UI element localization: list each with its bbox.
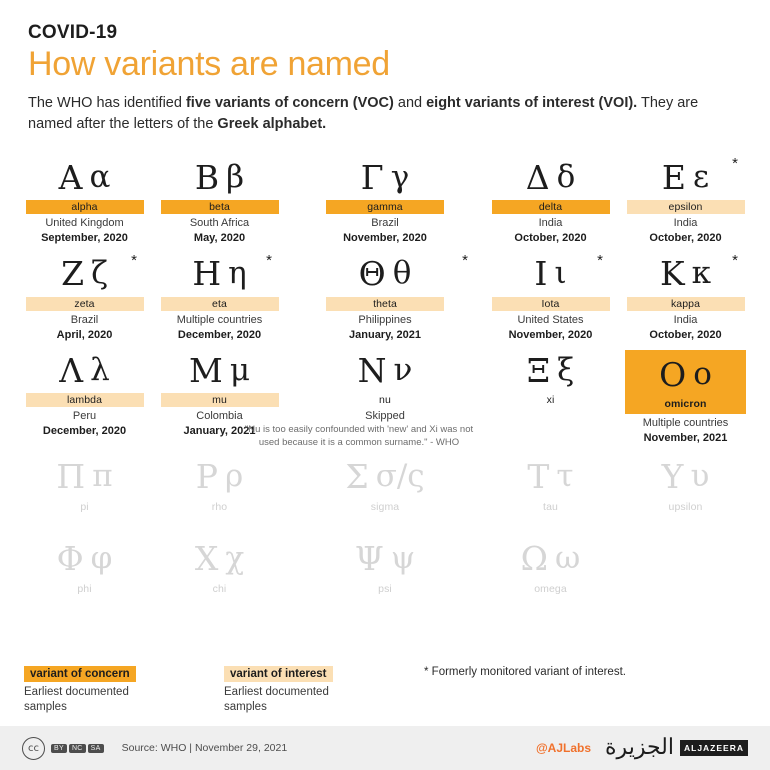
letter-inner (294, 350, 476, 407)
standfirst-part-3: They are named after the letters of the (28, 95, 699, 133)
letter-cell-lambda (24, 348, 145, 449)
letter-inner (24, 457, 145, 514)
origin-place: Brazil (70, 313, 99, 326)
letter-name-label: tau (543, 501, 558, 514)
greek-glyphs (294, 350, 476, 390)
uppercase-glyph: Ρ (195, 457, 218, 497)
letter-cell-rho (159, 455, 280, 531)
origin-place: United Kingdom (45, 217, 124, 230)
letter-name-label: omega (534, 583, 567, 596)
letter-name-label: eta (161, 297, 279, 311)
earliest-sample-date: September, 2020 (41, 232, 128, 245)
origin-place: India (673, 217, 698, 230)
origin-place: Multiple countries (176, 313, 263, 326)
origin-place: Philippines (358, 313, 412, 326)
uppercase-glyph: Υ (661, 457, 684, 497)
letter-name-label: psi (378, 583, 392, 596)
letter-name-label: phi (77, 583, 92, 596)
legend (24, 664, 746, 715)
footnote-star-icon: * (732, 251, 738, 269)
greek-glyphs (159, 350, 280, 390)
letter-inner (625, 457, 746, 514)
letter-inner (625, 157, 746, 214)
uppercase-glyph: Ο (659, 354, 687, 394)
lowercase-glyph: ε (693, 158, 710, 195)
lowercase-glyph: ι (554, 255, 567, 292)
letter-inner (294, 539, 476, 596)
greek-glyphs (294, 251, 476, 294)
uppercase-glyph: Δ (525, 157, 550, 197)
letter-cell-kappa (625, 252, 746, 343)
letter-name-label: nu (379, 394, 391, 407)
lowercase-glyph: π (92, 458, 113, 495)
letter-cell-Iota (490, 252, 611, 343)
greek-glyphs (625, 157, 746, 197)
letter-name-label: gamma (326, 200, 444, 214)
uppercase-glyph: Ε (661, 157, 687, 197)
earliest-sample-date: December, 2020 (177, 328, 262, 341)
origin-place: India (673, 313, 698, 326)
greek-glyphs (490, 457, 611, 497)
letter-cell-upsilon (625, 455, 746, 531)
kicker: COVID-19 (28, 22, 118, 43)
letter-name-label: alpha (26, 200, 144, 214)
letter-inner (490, 539, 611, 596)
uppercase-glyph: Ξ (526, 350, 551, 390)
lowercase-glyph: ν (393, 351, 413, 388)
letter-inner (159, 157, 280, 214)
uppercase-glyph: Θ (358, 254, 386, 294)
aljazeera-wordmark: ALJAZEERA (680, 740, 748, 756)
uppercase-glyph: Ψ (354, 539, 384, 579)
cc-tags (51, 744, 104, 753)
letter-name-label: chi (212, 583, 227, 596)
greek-alphabet-grid (24, 155, 746, 627)
letter-name-label: sigma (370, 501, 400, 514)
greek-glyphs (294, 457, 476, 497)
letter-inner (625, 251, 746, 311)
footer (0, 726, 770, 770)
earliest-sample-date: November, 2020 (508, 328, 593, 341)
earliest-sample-date: November, 2021 (643, 432, 728, 445)
aljazeera-mark-icon: الجزيرة (605, 735, 674, 760)
footnote-star-icon: * (131, 251, 137, 269)
lowercase-glyph: υ (690, 458, 710, 495)
origin-place: India (538, 217, 563, 230)
lowercase-glyph: α (89, 158, 111, 195)
uppercase-glyph: Φ (56, 539, 84, 579)
page-title: How variants are named (28, 45, 390, 83)
letter-cell-pi (24, 455, 145, 531)
footnote-star-icon: * (732, 155, 738, 173)
greek-glyphs (294, 539, 476, 579)
letter-cell-beta (159, 155, 280, 246)
lowercase-glyph: η (228, 255, 247, 292)
letter-inner (294, 457, 476, 514)
greek-glyphs (159, 157, 280, 197)
letter-cell-chi (159, 537, 280, 627)
letter-cell-omicron (625, 348, 746, 449)
uppercase-glyph: Ι (534, 254, 548, 294)
uppercase-glyph: Χ (194, 539, 219, 579)
legend-chip-voi: variant of interest (224, 666, 333, 682)
cc-tag-nc: NC (69, 744, 86, 753)
uppercase-glyph: Α (58, 157, 83, 197)
lowercase-glyph: θ (392, 255, 412, 292)
letter-inner (490, 251, 611, 311)
legend-sub-voi: Earliest documented samples (224, 686, 329, 713)
letter-name-label: zeta (26, 297, 144, 311)
earliest-sample-date: October, 2020 (514, 232, 587, 245)
letter-name-label: omicron (627, 397, 745, 411)
greek-glyphs (625, 251, 746, 294)
legend-sub-voc: Earliest documented samples (24, 686, 129, 713)
letter-cell-delta (490, 155, 611, 246)
lowercase-glyph: ζ (91, 255, 108, 292)
letter-name-label: upsilon (668, 501, 703, 514)
lowercase-glyph: ξ (557, 351, 575, 388)
origin-place: United States (517, 313, 584, 326)
letter-name-label: Iota (492, 297, 610, 311)
letter-name-label: lambda (26, 393, 144, 407)
greek-glyphs (24, 350, 145, 390)
greek-glyphs (490, 350, 611, 390)
uppercase-glyph: Λ (59, 350, 84, 390)
letter-name-label: rho (211, 501, 228, 514)
earliest-sample-date: November, 2020 (343, 232, 427, 245)
greek-glyphs (490, 251, 611, 294)
letter-cell-tau (490, 455, 611, 531)
earliest-sample-date: January, 2021 (183, 425, 256, 438)
letter-cell-zeta (24, 252, 145, 343)
legend-item-voi (224, 664, 424, 715)
letter-name-label: xi (546, 394, 555, 407)
skip-explanation-note: "Nu is too easily confounded with 'new' and Xi was not used because it is a common surname." - WHO (244, 424, 474, 448)
ajlabs-handle: @AJLabs (535, 741, 592, 755)
uppercase-glyph: Ω (520, 539, 549, 579)
lowercase-glyph: δ (556, 158, 576, 195)
letter-inner (159, 350, 280, 407)
letter-name-label: mu (161, 393, 279, 407)
creative-commons-icon (22, 737, 104, 760)
letter-cell-psi (294, 537, 476, 627)
lowercase-glyph: β (226, 158, 245, 195)
uppercase-glyph: Β (194, 157, 220, 197)
letter-inner (24, 251, 145, 311)
earliest-sample-date: October, 2020 (649, 328, 722, 341)
letter-inner (490, 350, 611, 407)
greek-glyphs (625, 457, 746, 497)
letter-inner (294, 251, 476, 311)
greek-glyphs (159, 539, 280, 579)
letter-inner (159, 251, 280, 311)
letter-inner (294, 157, 476, 214)
earliest-sample-date: October, 2020 (649, 232, 722, 245)
letter-inner (625, 350, 746, 414)
lowercase-glyph: ψ (390, 540, 416, 577)
letter-cell-theta (294, 252, 476, 343)
letter-name-label: pi (80, 501, 89, 514)
lowercase-glyph: φ (90, 540, 113, 577)
letter-inner (490, 457, 611, 514)
lowercase-glyph: ο (693, 355, 712, 392)
standfirst-part-2: and (393, 95, 427, 112)
aljazeera-logo (605, 737, 748, 759)
letter-cell-phi (24, 537, 145, 627)
letter-inner (159, 457, 280, 514)
greek-glyphs (24, 457, 145, 497)
letter-name-label: kappa (627, 297, 745, 311)
letter-cell-xi (490, 348, 611, 449)
legend-chip-voc: variant of concern (24, 666, 136, 682)
lowercase-glyph: ρ (224, 458, 244, 495)
letter-name-label: theta (326, 297, 444, 311)
letter-inner (490, 157, 611, 214)
lowercase-glyph: κ (691, 255, 712, 292)
lowercase-glyph: μ (229, 351, 250, 388)
greek-glyphs (24, 251, 145, 294)
cc-circle-icon: cc (22, 737, 45, 760)
earliest-sample-date: December, 2020 (42, 425, 127, 438)
uppercase-glyph: Γ (360, 157, 384, 197)
greek-glyphs (490, 539, 611, 579)
greek-glyphs (490, 157, 611, 197)
uppercase-glyph: Η (192, 254, 222, 294)
letter-cell-epsilon (625, 155, 746, 246)
letter-inner (24, 157, 145, 214)
origin-place: Brazil (371, 217, 399, 230)
letter-cell-eta (159, 252, 280, 343)
standfirst-bold-1: five variants of concern (VOC) (185, 95, 394, 112)
letter-cell-alpha (24, 155, 145, 246)
letter-cell-empty (625, 537, 746, 627)
lowercase-glyph: γ (390, 158, 410, 195)
source-text: Source: WHO | November 29, 2021 (121, 742, 288, 754)
uppercase-glyph: Μ (189, 350, 223, 390)
earliest-sample-date: April, 2020 (56, 328, 113, 341)
letter-cell-sigma (294, 455, 476, 531)
origin-place: Skipped (365, 410, 405, 423)
uppercase-glyph: Ζ (61, 254, 85, 294)
uppercase-glyph: Κ (659, 254, 685, 294)
origin-place: South Africa (189, 217, 250, 230)
greek-glyphs (24, 539, 145, 579)
letter-cell-nu (244, 348, 476, 449)
lowercase-glyph: σ/ς (375, 458, 425, 495)
greek-glyphs (24, 157, 145, 197)
uppercase-glyph: Τ (527, 457, 550, 497)
cc-tag-sa: SA (88, 744, 104, 753)
origin-place: Peru (72, 410, 97, 423)
standfirst-bold-2: eight variants of interest (VOI). (426, 95, 638, 112)
lowercase-glyph: χ (225, 540, 245, 577)
letter-name-label: delta (492, 200, 610, 214)
earliest-sample-date: May, 2020 (193, 232, 246, 245)
letter-name-label: epsilon (627, 200, 745, 214)
greek-glyphs (294, 157, 476, 197)
standfirst-part-1: The WHO has identified (28, 95, 186, 112)
letter-name-label: beta (161, 200, 279, 214)
lowercase-glyph: ω (555, 540, 581, 577)
lowercase-glyph: τ (556, 458, 574, 495)
uppercase-glyph: Ν (357, 350, 387, 390)
origin-place: Colombia (196, 410, 243, 423)
legend-star-note: * Formerly monitored variant of interest. (424, 666, 626, 678)
greek-glyphs (625, 354, 746, 394)
footnote-star-icon: * (266, 251, 272, 269)
greek-glyphs (159, 251, 280, 294)
cc-tag-by: BY (51, 744, 67, 753)
standfirst-bold-3: Greek alphabet. (217, 116, 327, 133)
standfirst (28, 93, 738, 135)
letter-inner (159, 539, 280, 596)
lowercase-glyph: λ (90, 351, 110, 388)
greek-glyphs (159, 457, 280, 497)
letter-inner (24, 539, 145, 596)
legend-item-voc (24, 664, 224, 715)
origin-place: Multiple countries (642, 417, 729, 430)
uppercase-glyph: Π (56, 457, 86, 497)
letter-cell-gamma (294, 155, 476, 246)
letter-cell-omega (490, 537, 611, 627)
footnote-star-icon: * (462, 251, 468, 269)
uppercase-glyph: Σ (345, 457, 369, 497)
footnote-star-icon: * (597, 251, 603, 269)
letter-inner (24, 350, 145, 407)
earliest-sample-date: January, 2021 (349, 328, 421, 341)
